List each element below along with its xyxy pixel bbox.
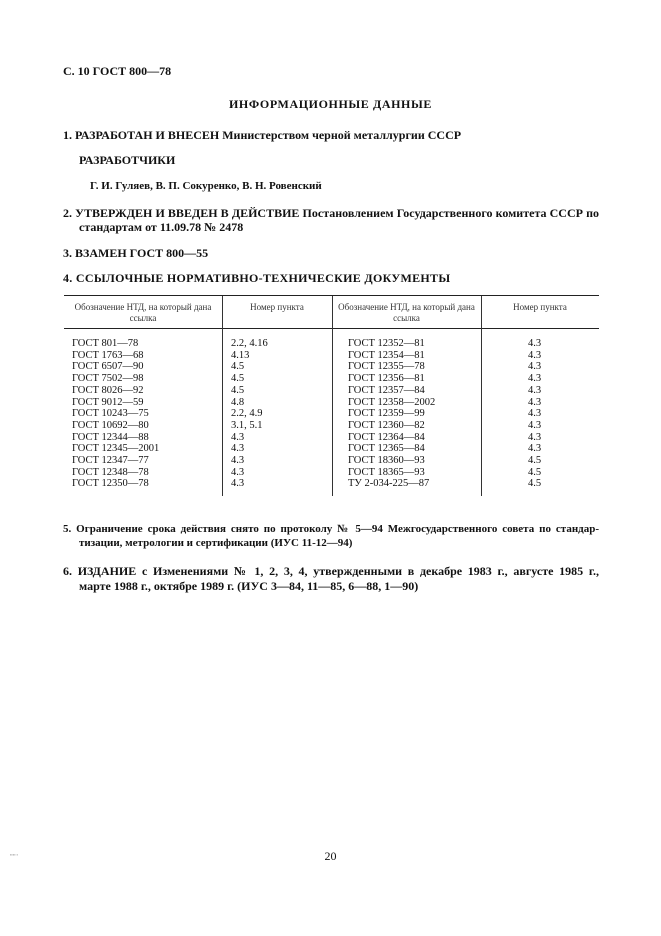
table-cell: ГОСТ 18365—93 (348, 466, 425, 478)
section-title: ИНФОРМАЦИОННЫЕ ДАННЫЕ (229, 97, 432, 111)
page-header: С. 10 ГОСТ 800—78 (63, 64, 172, 78)
table-cell: 4.3 (528, 373, 542, 385)
header-doc-right: Обозначение НТД, на который дана ссылка (338, 302, 475, 323)
column-divider (332, 296, 333, 496)
table-cell: 2.2, 4.9 (231, 408, 263, 420)
table-cell: 4.5 (231, 384, 245, 396)
right-nums-column (528, 338, 541, 490)
item-2-line-2: стандартам от 11.09.78 № 2478 (79, 220, 244, 234)
item-3: 3. ВЗАМЕН ГОСТ 800—55 (63, 246, 209, 260)
table-cell: 4.5 (528, 455, 542, 467)
table-cell: ГОСТ 12358—2002 (348, 396, 436, 408)
page-number: 20 (324, 849, 337, 863)
table-cell: ГОСТ 12360—82 (348, 419, 425, 431)
table-cell: 4.3 (528, 431, 542, 443)
header-doc-left: Обозначение НТД, на который дана ссылка (74, 302, 212, 323)
table-cell: 4.3 (528, 361, 542, 373)
table-cell: 4.3 (231, 478, 245, 490)
table-cell: 2.2, 4.16 (231, 338, 268, 349)
left-docs-column (72, 338, 159, 490)
table-cell: 4.13 (231, 349, 250, 361)
column-divider (222, 296, 223, 496)
table-cell: ГОСТ 12355—78 (348, 361, 425, 373)
table-cell: 4.3 (528, 443, 542, 455)
table-cell: ГОСТ 801—78 (72, 338, 139, 349)
table-cell: 4.3 (231, 466, 245, 478)
table-cell: ГОСТ 10243—75 (72, 408, 149, 420)
table-cell: ГОСТ 12350—78 (72, 478, 149, 490)
table-cell: ГОСТ 12364—84 (348, 431, 425, 443)
item-6-line-1: 6. ИЗДАНИЕ с Изменениями № 1, 2, 3, 4, утвержденными в декабре 1983 г., августе 1985 г., (63, 564, 599, 578)
developers-names: Г. И. Гуляев, В. П. Сокуренко, В. Н. Ровенский (90, 180, 322, 192)
item-5-line-1: 5. Ограничение срока действия снято по протоколу № 5—94 Межгосударственного совета по стандар- (63, 523, 599, 535)
table-cell: ГОСТ 18360—93 (348, 455, 425, 467)
table-cell: ГОСТ 9012—59 (72, 396, 144, 408)
table-cell: ГОСТ 7502—98 (72, 373, 144, 385)
table-cell: 4.3 (528, 349, 542, 361)
table-cell: ГОСТ 6507—90 (72, 361, 144, 373)
item-1: 1. РАЗРАБОТАН И ВНЕСЕН Министерством черной металлургии СССР (63, 128, 462, 142)
table-cell: ГОСТ 12344—88 (72, 431, 149, 443)
table-cell: 4.5 (528, 478, 542, 490)
developers-label: РАЗРАБОТЧИКИ (79, 153, 176, 167)
header-num-right: Номер пункта (513, 302, 567, 312)
table-cell: ТУ 2-034-225—87 (348, 478, 430, 490)
table-cell: 4.3 (528, 338, 542, 349)
table-cell: ГОСТ 1763—68 (72, 349, 144, 361)
table-cell: 4.3 (528, 396, 542, 408)
table-cell: 4.8 (231, 396, 245, 408)
table-cell: ГОСТ 12365—84 (348, 443, 425, 455)
table-cell: 4.3 (528, 384, 542, 396)
item-5-line-2: тизации, метрологии и сертификации (ИУС 11-12—94) (79, 537, 353, 549)
table-cell: 4.5 (231, 373, 245, 385)
table-cell: ГОСТ 12352—81 (348, 338, 425, 349)
header-num-left: Номер пункта (250, 302, 304, 312)
table-cell: ГОСТ 12359—99 (348, 408, 425, 420)
table-cell: ГОСТ 12356—81 (348, 373, 425, 385)
item-4: 4. ССЫЛОЧНЫЕ НОРМАТИВНО-ТЕХНИЧЕСКИЕ ДОКУМЕНТЫ (63, 271, 451, 285)
table-cell: ГОСТ 12348—78 (72, 466, 149, 478)
table-cell: ГОСТ 12357—84 (348, 384, 425, 396)
table-cell: 4.5 (528, 466, 542, 478)
left-nums-column (231, 338, 268, 490)
table-cell: 4.5 (231, 361, 245, 373)
column-divider (481, 296, 482, 496)
table-cell: 4.3 (528, 419, 542, 431)
table-cell: ГОСТ 10692—80 (72, 419, 149, 431)
item-6-line-2: марте 1988 г., октябре 1989 г. (ИУС 3—84, 11—85, 6—88, 1—90) (79, 579, 419, 593)
table-cell: 3.1, 5.1 (231, 419, 263, 431)
table-cell: ГОСТ 12345—2001 (72, 443, 160, 455)
table-cell: 4.3 (231, 455, 245, 467)
table-cell: ГОСТ 8026—92 (72, 384, 144, 396)
scan-artifact: ▪▪▪▪ ▪ (10, 852, 19, 857)
table-cell: 4.3 (528, 408, 542, 420)
table-cell: 4.3 (231, 443, 245, 455)
table-cell: ГОСТ 12354—81 (348, 349, 425, 361)
table-cell: 4.3 (231, 431, 245, 443)
item-2-line-1: 2. УТВЕРЖДЕН И ВВЕДЕН В ДЕЙСТВИЕ Постановлением Государственного комитета СССР по (63, 206, 599, 220)
right-docs-column (348, 338, 435, 490)
table-cell: ГОСТ 12347—77 (72, 455, 149, 467)
